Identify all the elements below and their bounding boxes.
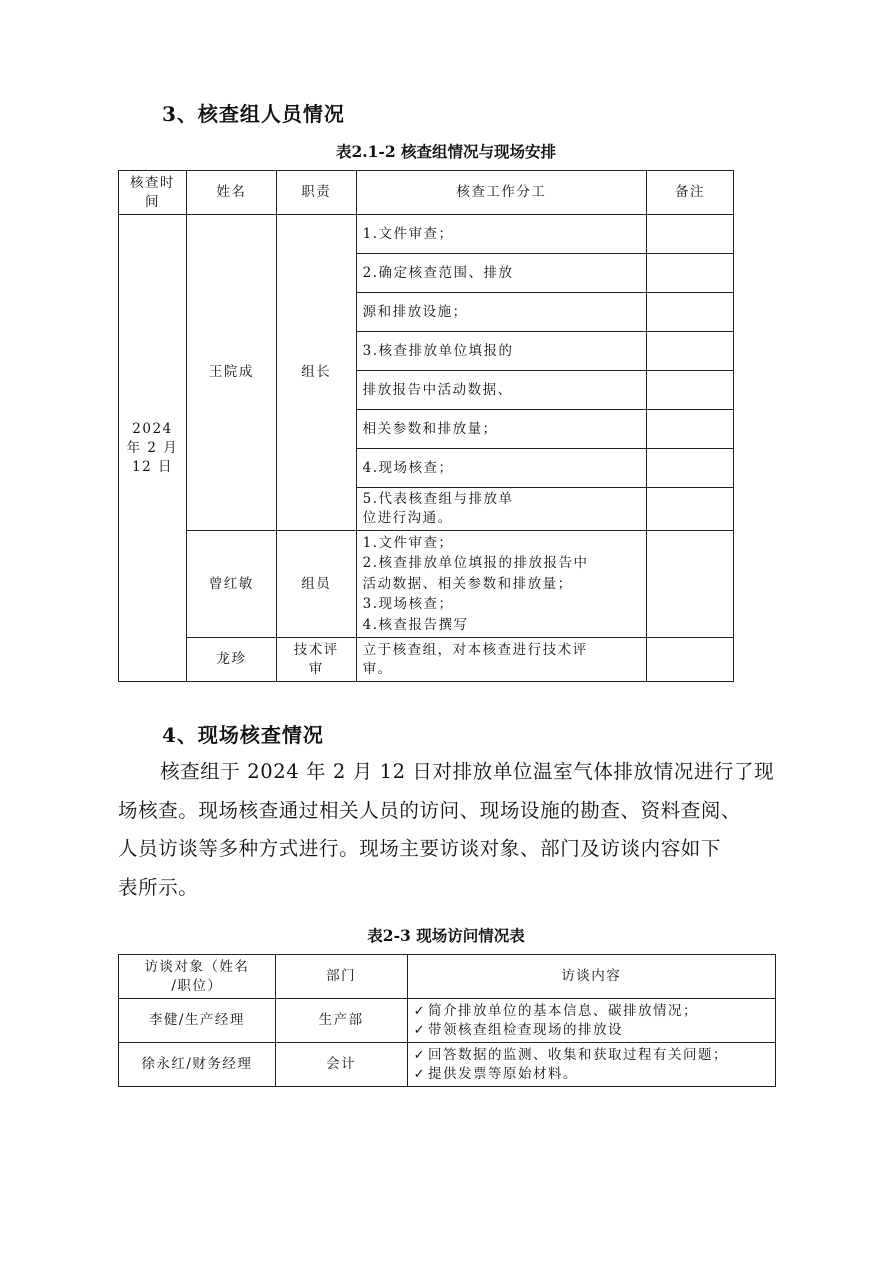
staff-table (118, 170, 734, 682)
paragraph-line: 核查组于 2024 年 2 月 12 日对排放单位温室气体排放情况进行了现 (160, 760, 775, 783)
header-content: 访谈内容 (407, 955, 775, 999)
header-time: 核查时 间 (119, 171, 187, 215)
member-role: 组员 (276, 531, 356, 638)
section-4-heading: 4、现场核查情况 (162, 723, 324, 747)
reviewer-name: 龙珍 (186, 638, 276, 682)
leader-task: 3.核查排放单位填报的 (356, 332, 646, 371)
table-row (119, 638, 734, 682)
section-4-paragraph (118, 753, 788, 907)
leader-task: 4.现场核查； (356, 449, 646, 488)
header-subject: 访谈对象（姓名 /职位） (119, 955, 276, 999)
reviewer-task: 立于核查组，对本核查进行技术评 审。 (356, 638, 646, 682)
header-name: 姓名 (186, 171, 276, 215)
remark-cell (647, 254, 734, 293)
remark-cell (647, 293, 734, 332)
dept-cell: 会计 (275, 1043, 407, 1087)
paragraph-line: 场核查。现场核查通过相关人员的访问、现场设施的勘查、资料查阅、 (118, 798, 742, 822)
paragraph-line: 表所示。 (118, 875, 199, 899)
remark-cell (647, 449, 734, 488)
paragraph-line: 人员访谈等多种方式进行。现场主要访谈对象、部门及访谈内容如下 (118, 837, 722, 860)
remark-cell (647, 531, 734, 638)
table-row (119, 215, 734, 254)
leader-task: 排放报告中活动数据、 (356, 371, 646, 410)
leader-task: 5.代表核查组与排放单 位进行沟通。 (356, 488, 646, 531)
header-role: 职责 (276, 171, 356, 215)
check-icon: ✓ (413, 1022, 426, 1038)
leader-task: 2.确定核查范围、排放 (356, 254, 646, 293)
remark-cell (647, 371, 734, 410)
interview-table (118, 954, 776, 1087)
table-row (119, 999, 776, 1043)
remark-cell (647, 332, 734, 371)
interview-table-header-row (119, 955, 776, 999)
header-work: 核查工作分工 (356, 171, 646, 215)
header-remark: 备注 (647, 171, 734, 215)
content-cell: ✓ 简介排放单位的基本信息、碳排放情况； ✓ 带领核查组检查现场的排放设 (407, 999, 775, 1043)
table-2-3-caption: 表2-3 现场访问情况表 (367, 926, 525, 945)
remark-cell (647, 488, 734, 531)
leader-name: 王院成 (186, 215, 276, 531)
leader-task: 源和排放设施； (356, 293, 646, 332)
subject-cell: 徐永红/财务经理 (119, 1043, 276, 1087)
reviewer-role: 技术评 审 (276, 638, 356, 682)
staff-table-header-row (119, 171, 734, 215)
section-3-heading: 3、核查组人员情况 (162, 102, 345, 126)
table-row (119, 1043, 776, 1087)
table-2-1-2-caption: 表2.1-2 核查组情况与现场安排 (335, 142, 557, 161)
member-name: 曾红敏 (186, 531, 276, 638)
check-icon: ✓ (413, 1066, 426, 1082)
remark-cell (647, 215, 734, 254)
subject-cell: 李健/生产经理 (119, 999, 276, 1043)
leader-task: 1.文件审查； (356, 215, 646, 254)
table-row (119, 531, 734, 638)
dept-cell: 生产部 (275, 999, 407, 1043)
leader-task: 相关参数和排放量； (356, 410, 646, 449)
date-cell: 2024 年 2 月 12 日 (119, 215, 187, 682)
check-icon: ✓ (413, 1047, 426, 1063)
remark-cell (647, 638, 734, 682)
leader-role: 组长 (276, 215, 356, 531)
check-icon: ✓ (413, 1003, 426, 1019)
header-dept: 部门 (275, 955, 407, 999)
member-tasks: 1.文件审查； 2.核查排放单位填报的排放报告中 活动数据、相关参数和排放量； 3.现场核查； 4.核查报告撰写 (356, 531, 646, 638)
content-cell: ✓ 回答数据的监测、收集和获取过程有关问题； ✓ 提供发票等原始材料。 (407, 1043, 775, 1087)
remark-cell (647, 410, 734, 449)
